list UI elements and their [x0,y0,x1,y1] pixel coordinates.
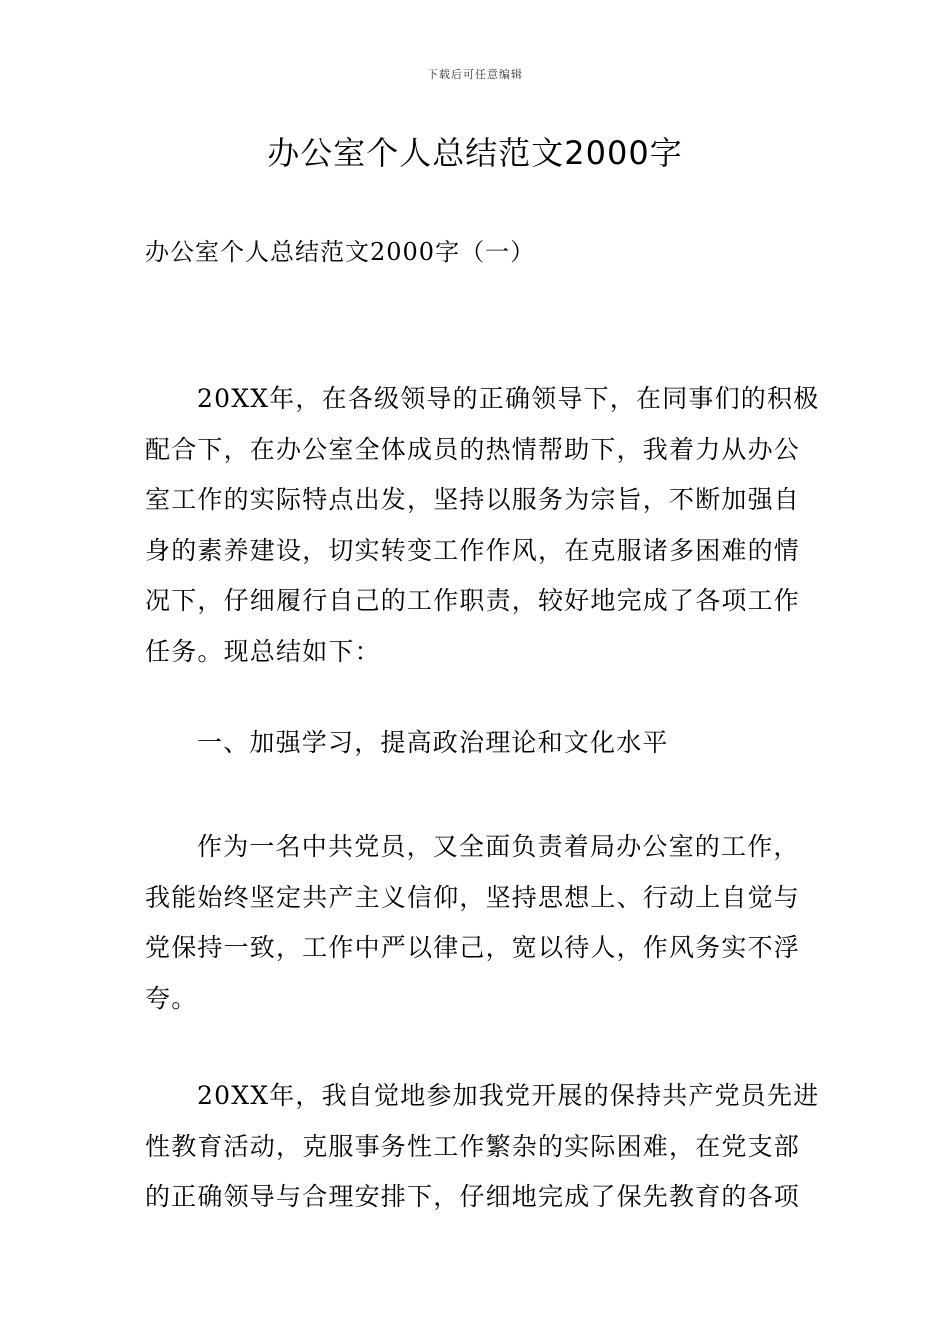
document-title: 办公室个人总结范文2000字 [267,134,683,172]
paragraph-section1-continued [145,1071,820,1223]
paragraph-line: 性教育活动，克服事务性工作繁杂的实际困难，在党支部 [145,1131,801,1161]
paragraph-line: 20XX年，在各级领导的正确领导下，在同事们的积极 [197,384,820,413]
document-subtitle: 办公室个人总结范文2000字（一） [145,238,536,266]
paragraph-line: 的正确领导与合理安排下，仔细地完成了保先教育的各项 [145,1182,801,1211]
paragraph-line: 20XX年，我自觉地参加我党开展的保持共产党员先进 [197,1081,820,1110]
paragraph-line: 我能始终坚定共产主义信仰，坚持思想上、行动上自觉与 [145,882,801,912]
paragraph-section1 [145,822,807,1024]
paragraph-line: 配合下，在办公室全体成员的热情帮助下，我着力从办公 [145,434,801,464]
paragraph-line: 作为一名中共党员，又全面负责着局办公室的工作， [197,832,800,861]
paragraph-line: 任务。现总结如下： [145,636,381,666]
paragraph-line: 夸。 [145,983,198,1013]
header-note: 下载后可任意编辑 [427,68,523,81]
paragraph-line: 身的素养建设，切实转变工作作风，在克服诸多困难的情 [145,535,801,565]
paragraph-line: 室工作的实际特点出发，坚持以服务为宗旨，不断加强自 [145,485,801,514]
paragraph-line: 况下，仔细履行自己的工作职责，较好地完成了各项工作 [145,586,801,615]
paragraph-intro [145,374,820,677]
section-heading: 一、加强学习，提高政治理论和文化水平 [197,728,669,757]
paragraph-line: 党保持一致，工作中严以律己，宽以待人，作风务实不浮 [145,933,801,962]
